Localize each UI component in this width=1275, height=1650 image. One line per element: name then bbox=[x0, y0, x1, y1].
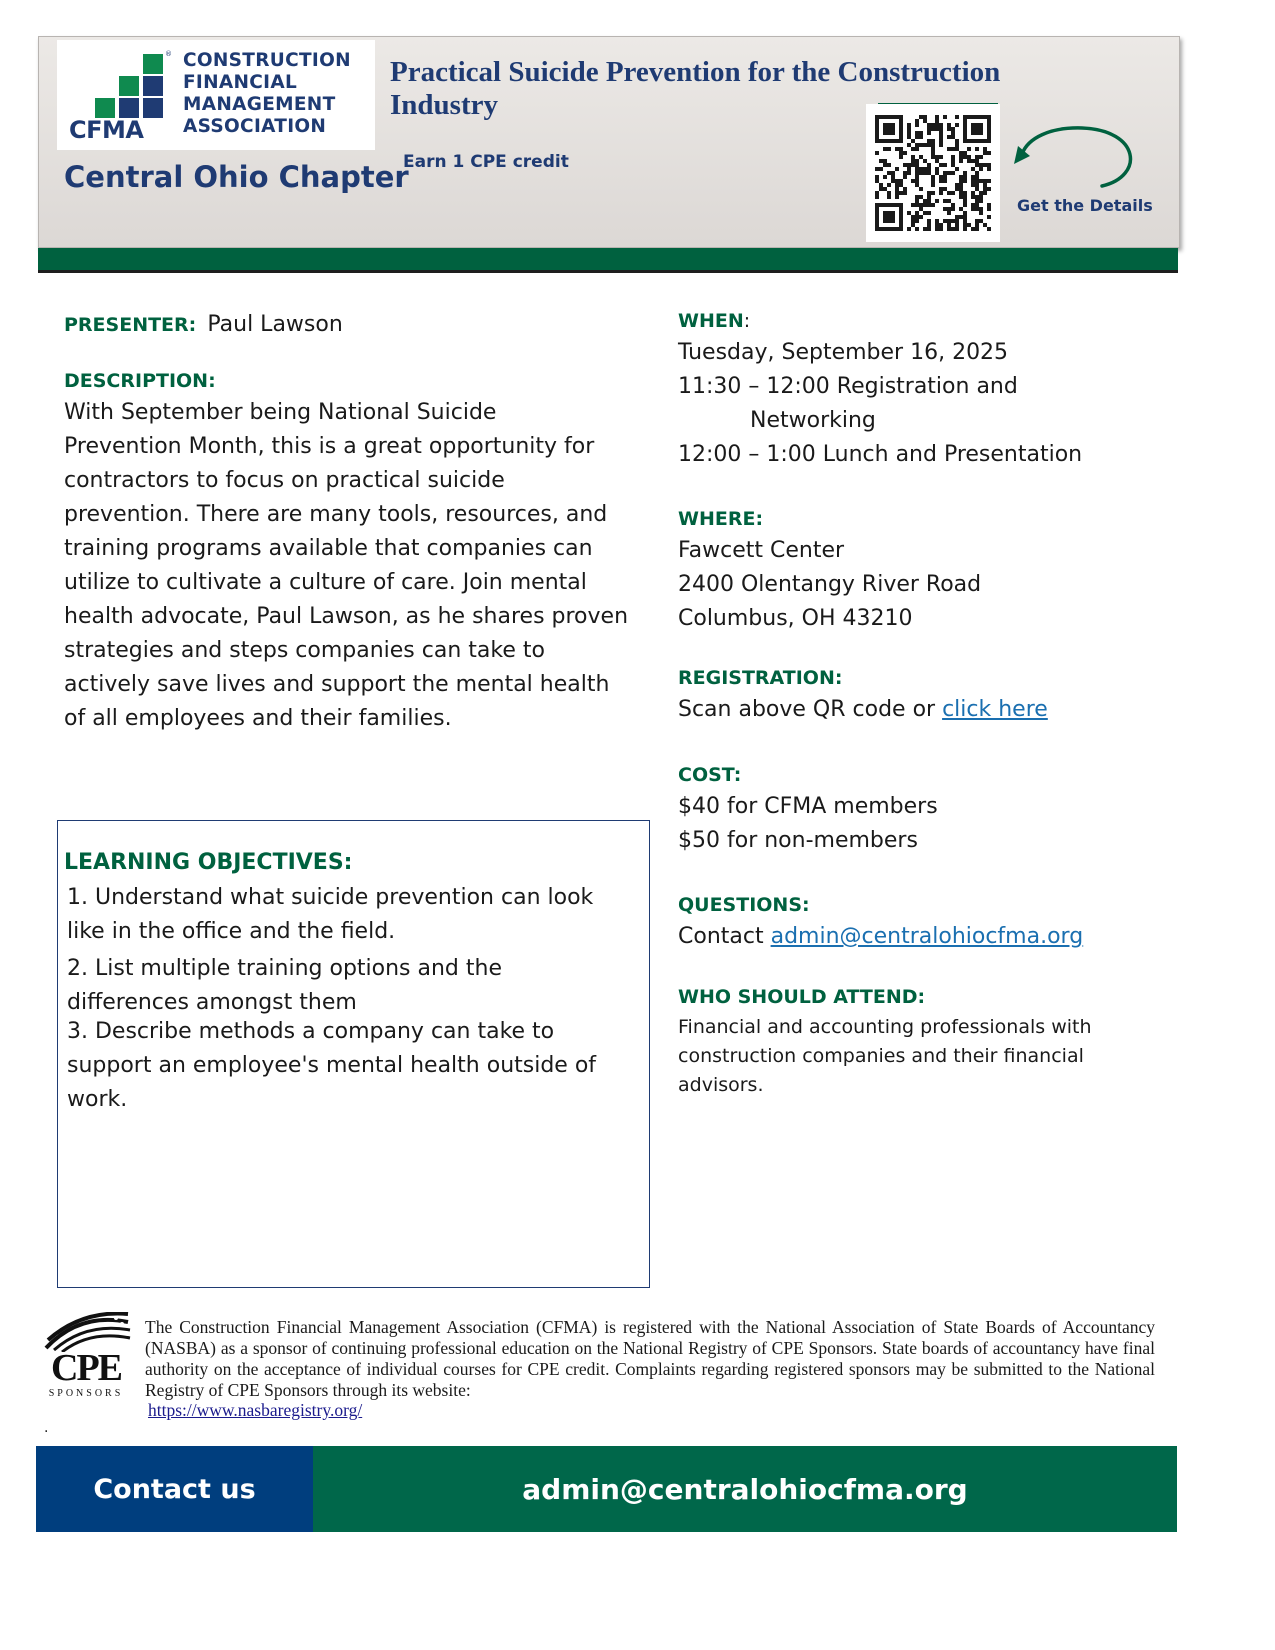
logo-abbr: CFMA bbox=[69, 116, 144, 144]
attend-text bbox=[678, 1013, 1158, 1100]
qr-code[interactable] bbox=[866, 104, 1000, 242]
qr-code-graphic bbox=[866, 104, 1000, 242]
logo-word: FINANCIAL bbox=[183, 72, 298, 93]
schedule-line: 12:00 – 1:00 Lunch and Presentation bbox=[678, 442, 1083, 467]
chapter-name: Central Ohio Chapter bbox=[64, 160, 409, 194]
logo-square bbox=[143, 76, 163, 96]
where-address bbox=[678, 534, 1198, 636]
objective-line: support an employee's mental health outside of bbox=[67, 1053, 597, 1078]
logo-square bbox=[143, 98, 163, 118]
description-line: Prevention Month, this is a great opportunity for bbox=[64, 434, 595, 459]
get-details-label: Get the Details bbox=[1017, 196, 1153, 215]
questions-text bbox=[678, 920, 1238, 954]
description-line: utilize to cultivate a culture of care. Join mental bbox=[64, 570, 587, 595]
contact-us-panel bbox=[36, 1446, 313, 1532]
logo-registered-mark: ® bbox=[165, 50, 172, 58]
presenter-name: Paul Lawson bbox=[207, 312, 343, 337]
contact-email-panel[interactable] bbox=[313, 1446, 1177, 1532]
when-label bbox=[678, 310, 750, 332]
when-details bbox=[678, 336, 1198, 472]
attend-line: advisors. bbox=[678, 1074, 764, 1096]
trailing-dot: . bbox=[44, 1420, 49, 1436]
nasba-disclaimer: The Construction Financial Management Association (CFMA) is registered with the National Association of State Boards of Accountancy (NASBA) as a sponsor of continuing professional education on the National Registry of CPE Sponsors. State boards of accountancy have final authority on the acceptance of individual courses for CPE credit. Complaints regarding registered sponsors may be submitted to the National Registry of CPE Sponsors through its website: bbox=[145, 1317, 1155, 1400]
header-green-bar bbox=[38, 248, 1178, 273]
logo-wordmark bbox=[183, 50, 373, 138]
event-date: Tuesday, September 16, 2025 bbox=[678, 340, 1009, 365]
attend-label: WHO SHOULD ATTEND: bbox=[678, 986, 926, 1008]
objective-line: like in the office and the field. bbox=[67, 919, 396, 944]
cost-details bbox=[678, 790, 1198, 858]
objective-line: 3. Describe methods a company can take to bbox=[67, 1019, 555, 1044]
register-link[interactable]: click here bbox=[942, 697, 1048, 722]
where-label: WHERE: bbox=[678, 508, 764, 530]
logo-square bbox=[95, 98, 115, 118]
when-label-text: WHEN bbox=[678, 310, 744, 332]
logo-square bbox=[119, 98, 139, 118]
objective-line: differences amongst them bbox=[67, 990, 357, 1015]
objective-line: work. bbox=[67, 1087, 128, 1112]
questions-label: QUESTIONS: bbox=[678, 894, 810, 916]
cost-label: COST: bbox=[678, 764, 742, 786]
logo-square bbox=[119, 76, 139, 96]
event-title: Practical Suicide Prevention for the Construction Industry bbox=[390, 56, 1001, 121]
logo-word: MANAGEMENT bbox=[183, 94, 336, 115]
objective-line: 2. List multiple training options and the bbox=[67, 956, 502, 981]
questions-email-link[interactable]: admin@centralohiocfma.org bbox=[770, 924, 1084, 949]
objective-1 bbox=[67, 881, 637, 949]
registration-instructions: Scan above QR code or bbox=[678, 697, 943, 722]
venue-city: Columbus, OH 43210 bbox=[678, 606, 913, 631]
cfma-logo bbox=[57, 40, 375, 150]
logo-word: ASSOCIATION bbox=[183, 116, 327, 137]
presenter-label: PRESENTER: bbox=[64, 314, 197, 336]
registration-label: REGISTRATION: bbox=[678, 667, 843, 689]
logo-square bbox=[143, 54, 163, 74]
venue-name: Fawcett Center bbox=[678, 538, 845, 563]
schedule-line: 11:30 – 12:00 Registration and bbox=[678, 374, 1018, 399]
cpe-logo-sub: SPONSORS bbox=[48, 1388, 124, 1399]
cpe-credit-note: Earn 1 CPE credit bbox=[403, 152, 569, 172]
logo-word: CONSTRUCTION bbox=[183, 50, 351, 71]
contact-prefix: Contact bbox=[678, 924, 771, 949]
contact-us-label: Contact us bbox=[93, 1473, 256, 1505]
description-line: health advocate, Paul Lawson, as he shares proven bbox=[64, 604, 629, 629]
description-line: With September being National Suicide bbox=[64, 400, 497, 425]
curved-arrow-icon bbox=[1010, 124, 1140, 194]
attend-line: construction companies and their financial bbox=[678, 1045, 1084, 1067]
description-line: contractors to focus on practical suicide bbox=[64, 468, 505, 493]
nonmember-price: $50 for non-members bbox=[678, 828, 918, 853]
objective-line: 1. Understand what suicide prevention can look bbox=[67, 885, 594, 910]
description-text bbox=[64, 396, 664, 736]
cpe-sponsors-logo bbox=[40, 1312, 132, 1402]
nasba-registry-link[interactable]: https://www.nasbaregistry.org/ bbox=[148, 1400, 363, 1420]
schedule-line-cont: Networking bbox=[750, 408, 876, 433]
description-line: of all employees and their families. bbox=[64, 706, 452, 731]
cpe-logo-text: CPE bbox=[51, 1347, 121, 1389]
description-line: strategies and steps companies can take to bbox=[64, 638, 545, 663]
registration-text bbox=[678, 693, 1198, 727]
venue-street: 2400 Olentangy River Road bbox=[678, 572, 982, 597]
objectives-label: LEARNING OBJECTIVES: bbox=[64, 850, 353, 875]
objective-2 bbox=[67, 952, 637, 1020]
description-line: training programs available that companies can bbox=[64, 536, 593, 561]
attend-line: Financial and accounting professionals with bbox=[678, 1016, 1092, 1038]
description-label: DESCRIPTION: bbox=[64, 370, 216, 392]
description-line: actively save lives and support the mental health bbox=[64, 672, 610, 697]
when-colon: : bbox=[743, 310, 751, 332]
contact-email[interactable]: admin@centralohiocfma.org bbox=[522, 1472, 968, 1506]
presenter-line bbox=[64, 308, 343, 342]
member-price: $40 for CFMA members bbox=[678, 794, 938, 819]
description-line: prevention. There are many tools, resources, and bbox=[64, 502, 608, 527]
objective-3 bbox=[67, 1015, 637, 1117]
